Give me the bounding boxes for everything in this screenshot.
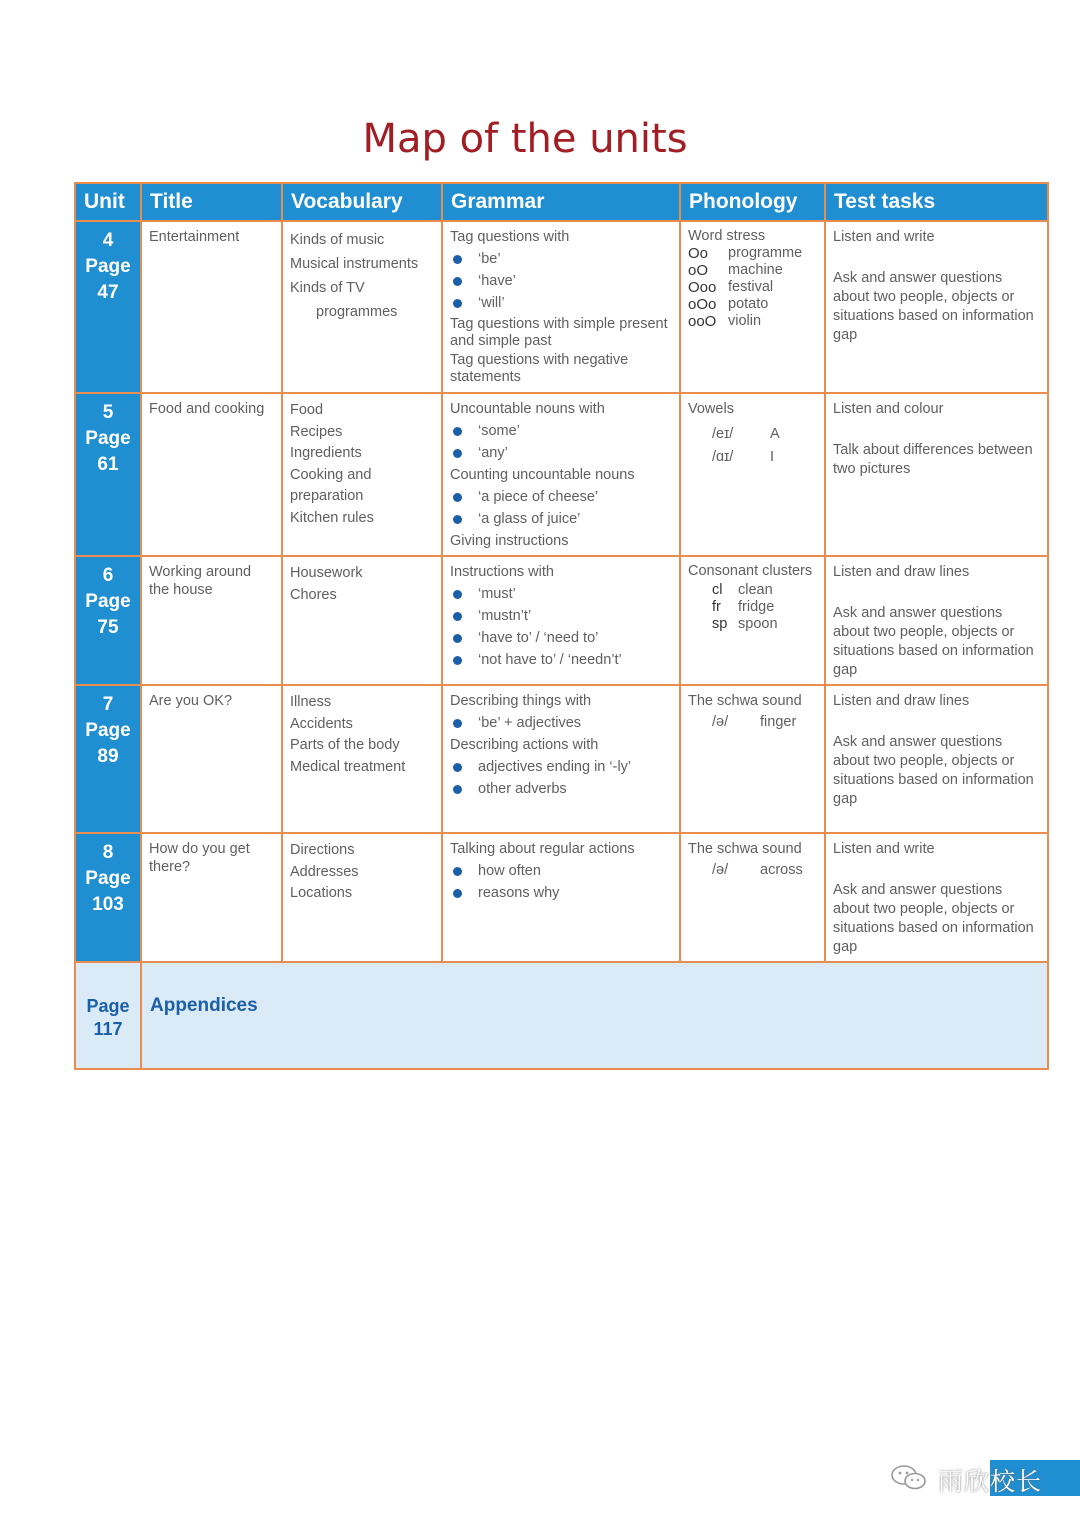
vocab-item: Kinds of TV [290, 280, 365, 296]
vocab-item: preparation [290, 488, 364, 504]
grammar-bullet: ‘will’ [450, 294, 672, 313]
stress-symbol: Ooo [688, 279, 717, 296]
unit-number: 5 [102, 402, 114, 423]
vowel-list [688, 423, 817, 469]
phonology-cell [680, 393, 825, 556]
phonology-heading: Word stress [688, 228, 766, 244]
vocab-item: Cooking and [290, 466, 372, 483]
phonology-heading: The schwa sound [688, 841, 802, 857]
grammar-cell [442, 221, 680, 393]
header-phonology: Phonology [680, 183, 825, 221]
stress-word: potato [728, 296, 769, 312]
page-label: Page [85, 868, 131, 889]
grammar-bullet: adjectives ending in ‘-ly’ [450, 758, 672, 777]
table-row [75, 833, 1048, 962]
vocab-item: Locations [290, 885, 353, 901]
stress-symbol: Oo [688, 245, 709, 262]
vocab-item: Accidents [290, 715, 353, 732]
grammar-intro: Tag questions with [450, 229, 570, 245]
grammar-note: Tag questions with negative statements [450, 352, 629, 385]
stress-patterns [688, 245, 817, 330]
units-table [74, 182, 1049, 1070]
watermark-text: 雨欣校长 [938, 1467, 1043, 1496]
header-vocabulary: Vocabulary [282, 183, 442, 221]
page-label: Page [85, 591, 131, 612]
appendix-title: Appendices [141, 962, 1048, 1069]
unit-number: 8 [102, 842, 114, 863]
title-cell [141, 685, 282, 833]
grammar-bullet: reasons why [450, 884, 672, 903]
unit-cell [75, 833, 141, 962]
test-task: Listen and write [833, 841, 935, 857]
test-task: Ask and answer questions about two people, objects or situations based on information gap [833, 734, 1034, 807]
header-grammar: Grammar [442, 183, 680, 221]
test-task: Ask and answer questions about two people, objects or situations based on information gap [833, 605, 1034, 678]
cluster-symbol: cl [712, 582, 723, 598]
vowel-list [688, 859, 817, 882]
page-number: 75 [97, 617, 119, 638]
phonology-cell [680, 221, 825, 393]
grammar-intro: Counting uncountable nouns [450, 467, 635, 483]
stress-word: machine [728, 262, 783, 278]
grammar-intro: Instructions with [450, 564, 554, 580]
page-label: Page [85, 256, 131, 277]
grammar-intro: Uncountable nouns with [450, 401, 605, 417]
cluster-example: fridge [738, 599, 775, 615]
test-tasks-cell [825, 393, 1048, 556]
grammar-bullet: ‘a piece of cheese’ [450, 488, 672, 507]
title-cell [141, 556, 282, 685]
grammar-bullet: how often [450, 862, 672, 881]
grammar-bullet: ‘not have to’ / ‘needn’t’ [450, 651, 672, 670]
test-tasks-cell [825, 556, 1048, 685]
unit-number: 4 [102, 230, 114, 251]
vocab-cell [282, 833, 442, 962]
vocab-item: Illness [290, 694, 332, 710]
vocab-item: Housework [290, 565, 363, 581]
test-task: Ask and answer questions about two people, objects or situations based on information gap [833, 882, 1034, 955]
stress-word: festival [728, 279, 774, 295]
vowel-symbol: /ə/ [712, 714, 729, 730]
table-row [75, 556, 1048, 685]
grammar-intro: Describing actions with [450, 737, 599, 753]
test-tasks-cell [825, 221, 1048, 393]
stress-symbol: ooO [688, 313, 717, 330]
unit-title: Are you OK? [149, 693, 233, 709]
page-number: 117 [93, 1019, 123, 1039]
test-task: Ask and answer questions about two people, objects or situations based on information gap [833, 270, 1034, 343]
grammar-cell [442, 685, 680, 833]
vocab-item: Kitchen rules [290, 509, 374, 526]
header-test-tasks: Test tasks [825, 183, 1048, 221]
unit-cell [75, 556, 141, 685]
stress-word: violin [728, 313, 762, 329]
vocab-item: Addresses [290, 863, 359, 880]
vocab-cell [282, 685, 442, 833]
unit-cell [75, 221, 141, 393]
page-number: 47 [97, 282, 119, 303]
grammar-cell [442, 833, 680, 962]
appendix-row [75, 962, 1048, 1069]
vowel-example: I [770, 449, 775, 465]
page-title: Map of the units [362, 116, 688, 162]
vowel-example: across [760, 862, 803, 878]
grammar-bullet: ‘must’ [450, 585, 672, 604]
title-cell [141, 833, 282, 962]
grammar-bullet: ‘have’ [450, 272, 672, 291]
page-label: Page [86, 996, 130, 1016]
vocab-item: Food [290, 402, 324, 418]
vocab-cell [282, 221, 442, 393]
unit-title: Food and cooking [149, 401, 265, 417]
grammar-bullet: ‘any’ [450, 444, 672, 463]
table-row [75, 685, 1048, 833]
table-row [75, 393, 1048, 556]
stress-word: programme [728, 245, 803, 261]
vowel-example: finger [760, 714, 797, 730]
vocab-item: Parts of the body [290, 737, 400, 753]
page-number: 89 [97, 746, 119, 767]
vocab-item: Musical instruments [290, 256, 419, 272]
page-number: 103 [92, 894, 124, 915]
unit-title: How do you get there? [149, 841, 250, 875]
cluster-symbol: fr [712, 599, 721, 615]
grammar-note: Tag questions with simple present and simple past [450, 316, 668, 349]
cluster-example: spoon [738, 616, 778, 632]
vowel-symbol: /eɪ/ [712, 426, 734, 442]
watermark [884, 1460, 1080, 1496]
grammar-bullet: ‘be’ [450, 250, 672, 269]
grammar-bullet: ‘a glass of juice’ [450, 510, 672, 529]
title-cell [141, 393, 282, 556]
vocab-item: Recipes [290, 423, 343, 440]
phonology-heading: Consonant clusters [688, 563, 813, 579]
grammar-note: Giving instructions [450, 533, 569, 549]
test-task: Talk about differences between two pictures [833, 442, 1033, 477]
grammar-bullet: ‘mustn’t’ [450, 607, 672, 626]
test-task: Listen and draw lines [833, 564, 970, 580]
test-tasks-cell [825, 685, 1048, 833]
grammar-bullet: ‘some’ [450, 422, 672, 441]
page-label: Page [85, 720, 131, 741]
grammar-intro: Describing things with [450, 693, 592, 709]
wechat-icon [890, 1464, 928, 1492]
stress-symbol: oO [688, 262, 709, 279]
vowel-symbol: /ɑɪ/ [712, 449, 734, 465]
appendix-page-cell [75, 962, 141, 1069]
vocab-cell [282, 393, 442, 556]
vocab-item: Kinds of music [290, 232, 385, 248]
unit-title: Working around the house [149, 564, 252, 598]
vowel-example: A [770, 426, 780, 442]
grammar-bullet: other adverbs [450, 780, 672, 799]
vowel-symbol: /ə/ [712, 862, 729, 878]
cluster-list [688, 582, 817, 633]
table-row [75, 221, 1048, 393]
vowel-list [688, 711, 817, 734]
header-row [75, 183, 1048, 221]
title-cell [141, 221, 282, 393]
vocab-cell [282, 556, 442, 685]
page-number: 61 [97, 454, 119, 475]
test-task: Listen and draw lines [833, 693, 970, 709]
phonology-cell [680, 833, 825, 962]
stress-symbol: oOo [688, 296, 717, 313]
cluster-symbol: sp [712, 616, 728, 632]
unit-number: 6 [102, 565, 114, 586]
header-unit: Unit [75, 183, 141, 221]
test-tasks-cell [825, 833, 1048, 962]
grammar-intro: Talking about regular actions [450, 841, 635, 857]
vocab-item: programmes [316, 304, 398, 320]
grammar-cell [442, 556, 680, 685]
page-label: Page [85, 428, 131, 449]
vocab-item: Ingredients [290, 445, 362, 461]
unit-cell [75, 685, 141, 833]
vocab-item: Medical treatment [290, 758, 406, 775]
vocab-item: Directions [290, 842, 355, 858]
phonology-cell [680, 556, 825, 685]
grammar-bullet: ‘have to’ / ‘need to’ [450, 629, 672, 648]
header-title: Title [141, 183, 282, 221]
test-task: Listen and write [833, 229, 935, 245]
unit-cell [75, 393, 141, 556]
grammar-cell [442, 393, 680, 556]
unit-number: 7 [102, 694, 114, 715]
grammar-bullet: ‘be’ + adjectives [450, 714, 672, 733]
cluster-example: clean [738, 582, 773, 598]
phonology-heading: Vowels [688, 401, 734, 417]
vocab-item: Chores [290, 586, 337, 603]
phonology-cell [680, 685, 825, 833]
phonology-heading: The schwa sound [688, 693, 802, 709]
unit-title: Entertainment [149, 229, 240, 245]
test-task: Listen and colour [833, 401, 944, 417]
